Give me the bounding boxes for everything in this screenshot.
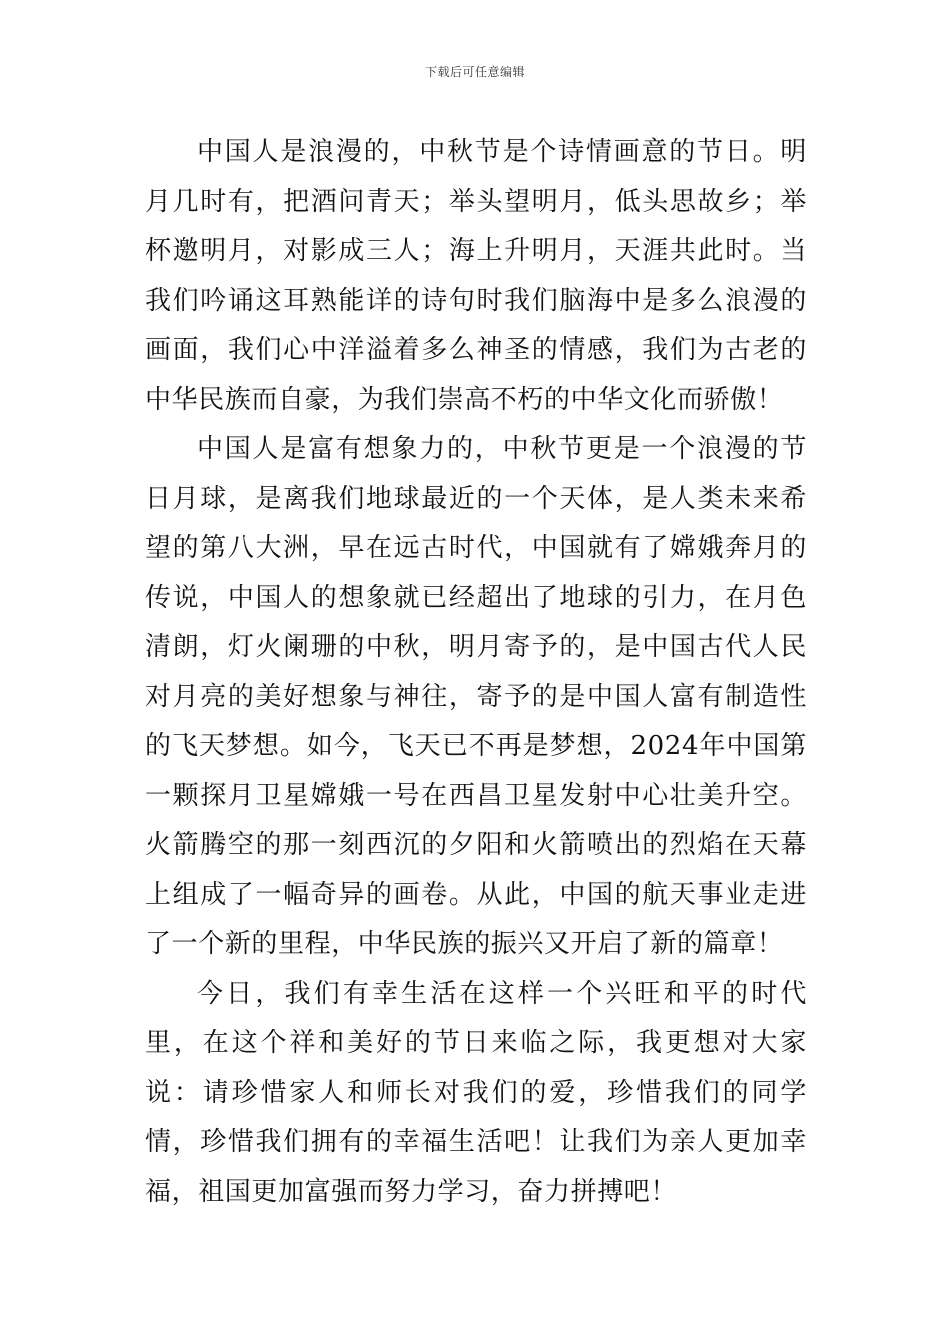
header-note: 下载后可任意编辑	[424, 65, 525, 79]
paragraph-3: 今日，我们有幸生活在这样一个兴旺和平的时代里，在这个祥和美好的节日来临之际，我更想对大家说：请珍惜家人和师长对我们的爱，珍惜我们的同学情，珍惜我们拥有的幸福生活吧！让我们为亲人更加幸福，祖国更加富强而努力学习，奋力拼搏吧！	[145, 978, 807, 1207]
paragraph-1: 中国人是浪漫的，中秋节是个诗情画意的节日。明月几时有，把酒问青天；举头望明月，低头思故乡；举杯邀明月，对影成三人；海上升明月，天涯共此时。当我们吟诵这耳熟能详的诗句时我们脑海中是多么浪漫的画面，我们心中洋溢着多么神圣的情感，我们为古老的中华民族而自豪，为我们崇高不朽的中华文化而骄傲！	[145, 137, 807, 415]
paragraph-2: 中国人是富有想象力的，中秋节更是一个浪漫的节日月球，是离我们地球最近的一个天体，是人类未来希望的第八大洲，早在远古时代，中国就有了嫦娥奔月的传说，中国人的想象就已经超出了地球的引力，在月色清朗，灯火阑珊的中秋，明月寄予的，是中国古代人民对月亮的美好想象与神往，寄予的是中国人富有制造性的飞天梦想。如今，飞天已不再是梦想，2024年中国第一颗探月卫星嫦娥一号在西昌卫星发射中心壮美升空。火箭腾空的那一刻西沉的夕阳和火箭喷出的烈焰在天幕上组成了一幅奇异的画卷。从此，中国的航天事业走进了一个新的里程，中华民族的振兴又开启了新的篇章！	[145, 434, 807, 959]
document-body	[145, 128, 807, 1217]
